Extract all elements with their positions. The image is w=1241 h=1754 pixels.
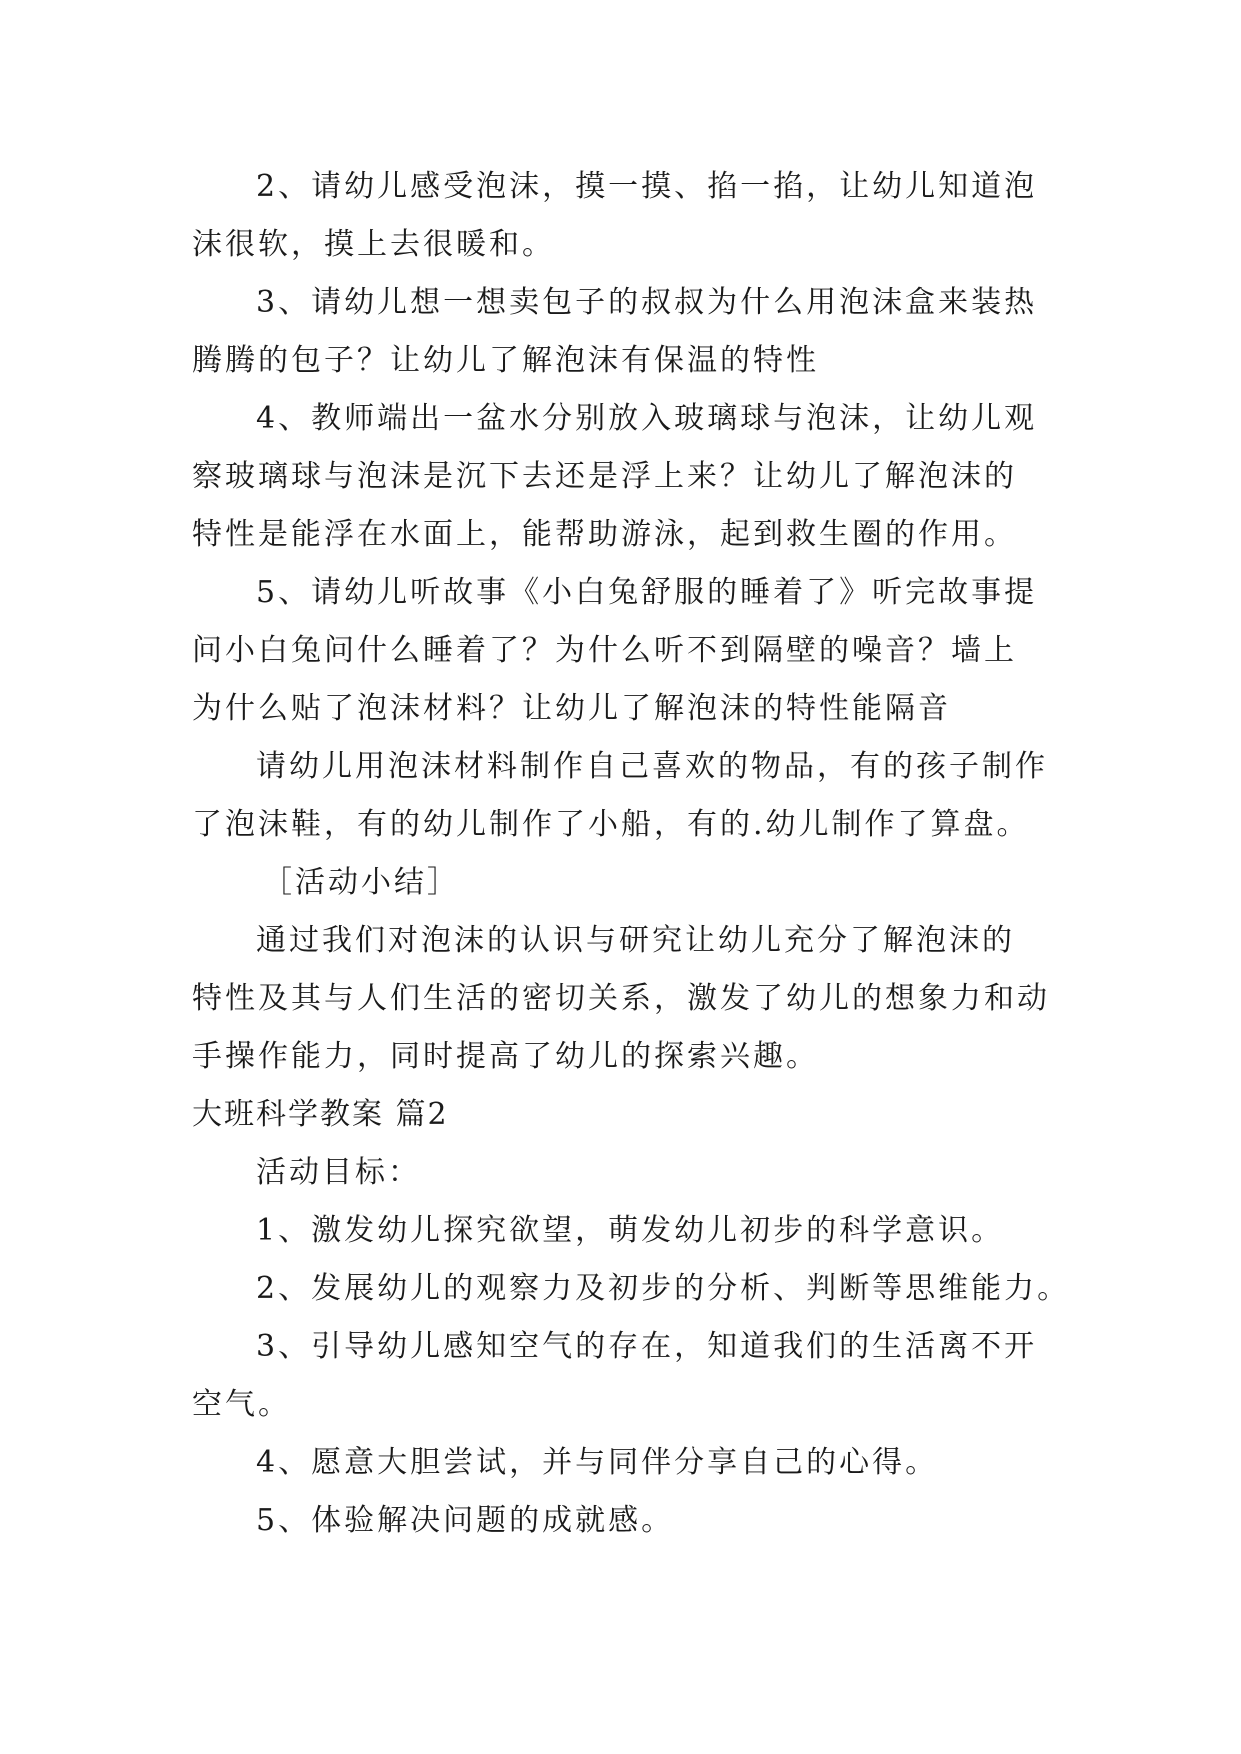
paragraph-line: 沫很软，摸上去很暖和。 <box>192 227 555 262</box>
document-page <box>192 158 1071 1550</box>
paragraph-line: 5、请幼儿听故事《小白兔舒服的睡着了》听完故事提 <box>256 575 1038 610</box>
paragraph-line: 察玻璃球与泡沫是沉下去还是浮上来？让幼儿了解泡沫的 <box>192 459 1017 494</box>
list-item: 4、愿意大胆尝试，并与同伴分享自己的心得。 <box>256 1445 939 1480</box>
section-label: ［活动小结］ <box>262 865 460 900</box>
paragraph-line: 请幼儿用泡沫材料制作自己喜欢的物品，有的孩子制作 <box>256 749 1048 784</box>
paragraph-line: 为什么贴了泡沫材料？让幼儿了解泡沫的特性能隔音 <box>192 691 951 726</box>
paragraph-line: 通过我们对泡沫的认识与研究让幼儿充分了解泡沫的 <box>256 923 1015 958</box>
list-item: 1、激发幼儿探究欲望，萌发幼儿初步的科学意识。 <box>256 1213 1005 1248</box>
subsection-label: 活动目标： <box>256 1155 421 1190</box>
list-item: 5、体验解决问题的成就感。 <box>256 1503 675 1538</box>
list-item: 3、引导幼儿感知空气的存在，知道我们的生活离不开 <box>256 1329 1038 1364</box>
paragraph-line: 手操作能力，同时提高了幼儿的探索兴趣。 <box>192 1039 819 1074</box>
paragraph-line: 了泡沫鞋，有的幼儿制作了小船，有的.幼儿制作了算盘。 <box>192 807 1030 842</box>
list-item-continuation: 空气。 <box>192 1387 291 1422</box>
list-item: 2、发展幼儿的观察力及初步的分析、判断等思维能力。 <box>256 1271 1071 1306</box>
paragraph-line: 问小白兔问什么睡着了？为什么听不到隔壁的噪音？墙上 <box>192 633 1017 668</box>
section-heading: 大班科学教案 篇2 <box>192 1097 449 1132</box>
paragraph-line: 3、请幼儿想一想卖包子的叔叔为什么用泡沫盒来装热 <box>256 285 1038 320</box>
paragraph-line: 2、请幼儿感受泡沫，摸一摸、掐一掐，让幼儿知道泡 <box>256 169 1038 204</box>
paragraph-line: 4、教师端出一盆水分别放入玻璃球与泡沫，让幼儿观 <box>256 401 1038 436</box>
paragraph-line: 特性是能浮在水面上，能帮助游泳，起到救生圈的作用。 <box>192 517 1017 552</box>
paragraph-line: 特性及其与人们生活的密切关系，激发了幼儿的想象力和动 <box>192 981 1050 1016</box>
paragraph-line: 腾腾的包子？让幼儿了解泡沫有保温的特性 <box>192 343 819 378</box>
